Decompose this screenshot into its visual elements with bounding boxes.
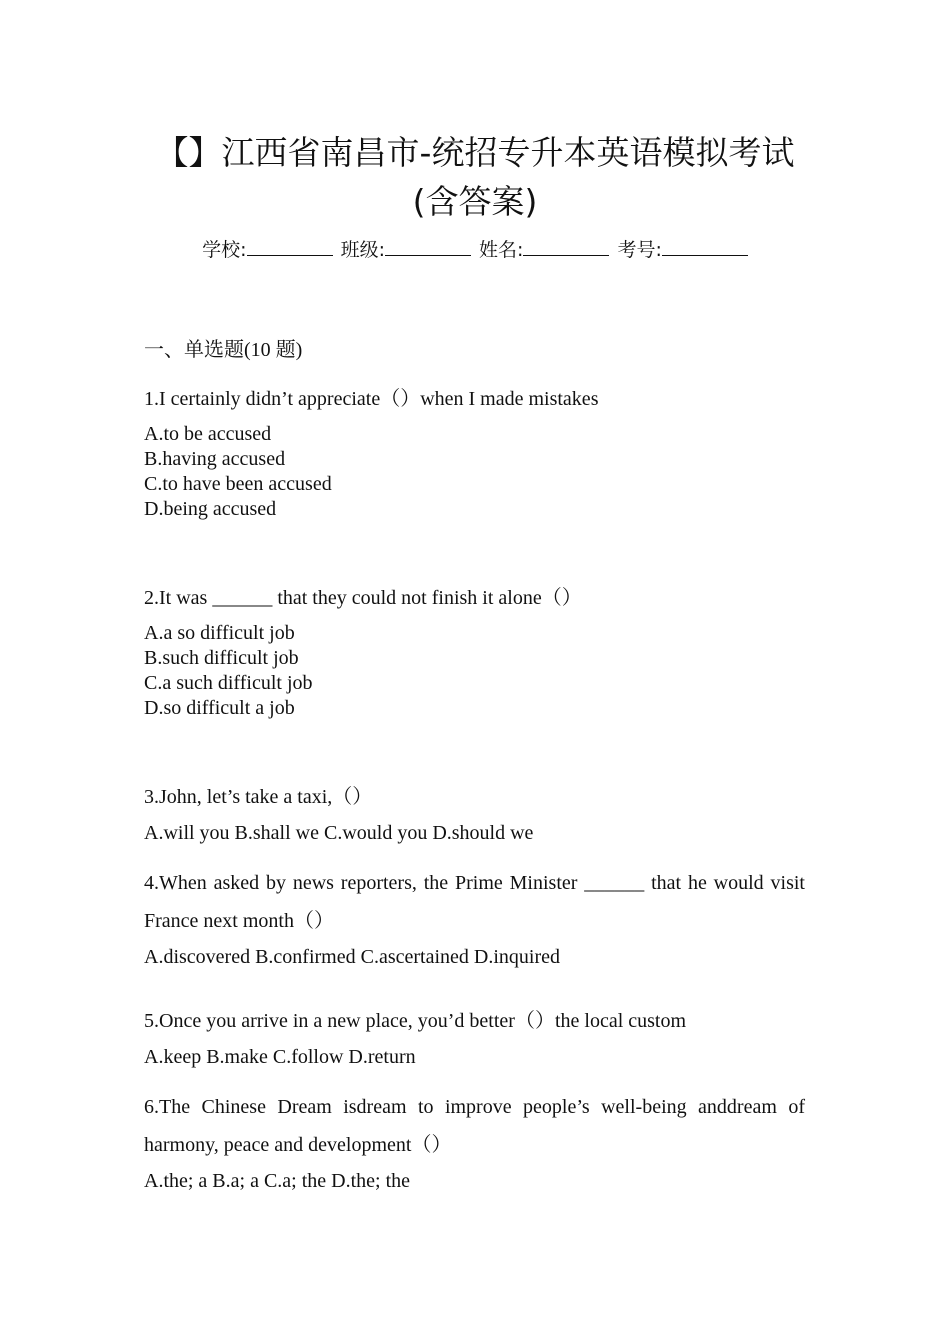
question-4 xyxy=(144,864,805,971)
option-list xyxy=(144,422,805,522)
question-stem: 6.The Chinese Dream isdream to improve people’s well-being anddream of harmony, peace and development（） xyxy=(144,1096,805,1156)
class-blank[interactable] xyxy=(385,237,471,256)
name-label: 姓名: xyxy=(479,239,524,261)
exam-number-label: 考号: xyxy=(617,239,662,261)
section-heading: 一、单选题(10 题) xyxy=(144,339,303,361)
question-stem: 2.It was ______ that they could not finish it alone（） xyxy=(144,587,582,609)
question-5 xyxy=(144,1002,805,1071)
exam-number-blank[interactable] xyxy=(662,237,748,256)
question-stem: 1.I certainly didn’t appreciate（）when I made mistakes xyxy=(144,388,599,410)
question-2 xyxy=(144,579,805,721)
options-line: A.discovered B.confirmed C.ascertained D.inquired xyxy=(144,946,560,968)
option-b: B.such difficult job xyxy=(144,647,299,669)
name-field xyxy=(479,236,609,264)
question-stem: 4.When asked by news reporters, the Prime Minister ______ that he would visit France next month（） xyxy=(144,872,805,932)
school-label: 学校: xyxy=(202,239,247,261)
question-6 xyxy=(144,1088,805,1195)
option-c: C.a such difficult job xyxy=(144,672,313,694)
option-b: B.having accused xyxy=(144,448,286,470)
student-info-line xyxy=(0,236,950,264)
question-stem: 3.John, let’s take a taxi,（） xyxy=(144,786,373,808)
class-label: 班级: xyxy=(340,239,385,261)
document-title: 【】江西省南昌市-统招专升本英语模拟考试(含答案) xyxy=(155,133,795,221)
option-a: A.a so difficult job xyxy=(144,622,295,644)
school-blank[interactable] xyxy=(247,237,333,256)
option-d: D.being accused xyxy=(144,498,277,520)
option-d: D.so difficult a job xyxy=(144,697,295,719)
question-3 xyxy=(144,778,805,847)
options-line: A.keep B.make C.follow D.return xyxy=(144,1046,416,1068)
question-stem: 5.Once you arrive in a new place, you’d better（）the local custom xyxy=(144,1010,687,1032)
exam-number-field xyxy=(617,236,747,264)
question-1 xyxy=(144,380,805,522)
options-line: A.will you B.shall we C.would you D.should we xyxy=(144,822,534,844)
option-list xyxy=(144,621,805,721)
option-c: C.to have been accused xyxy=(144,473,332,495)
options-line: A.the; a B.a; a C.a; the D.the; the xyxy=(144,1170,411,1192)
class-field xyxy=(341,236,471,264)
name-blank[interactable] xyxy=(523,237,609,256)
school-field xyxy=(202,236,332,264)
option-a: A.to be accused xyxy=(144,423,272,445)
